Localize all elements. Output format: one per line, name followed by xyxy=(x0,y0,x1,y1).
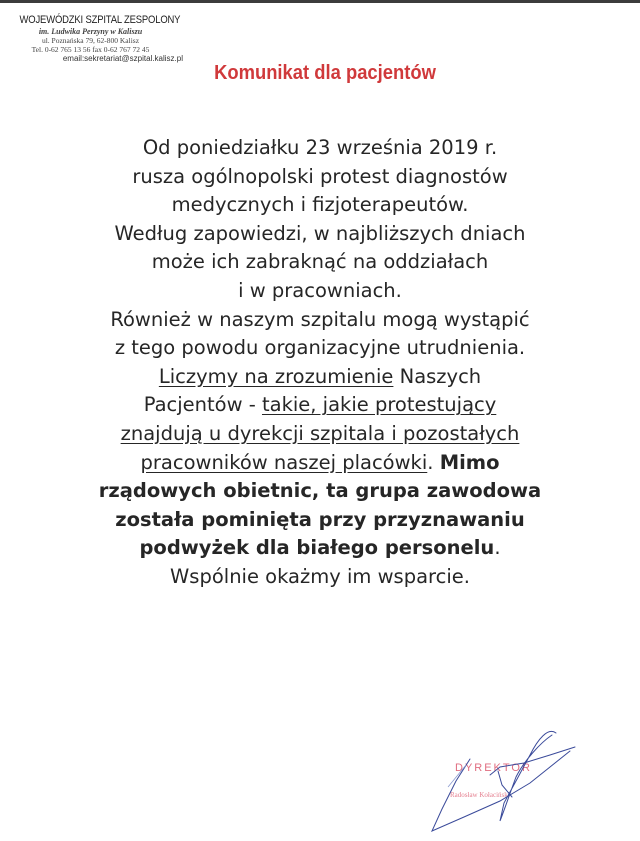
institution-address: ul. Poznańska 79, 62-800 Kalisz xyxy=(41,36,140,45)
body-line xyxy=(20,420,620,449)
body-line xyxy=(20,363,620,392)
institution-email: email:sekretariat@szpital.kalisz.pl xyxy=(62,54,183,63)
body-line xyxy=(20,391,620,420)
body-line xyxy=(20,449,620,478)
body-line xyxy=(20,534,620,563)
top-border xyxy=(0,0,640,3)
body-line: i w pracowniach. xyxy=(238,278,402,302)
body-text-fragment: . xyxy=(427,450,440,474)
director-signature xyxy=(420,725,580,841)
institution-phone-fax: Tel. 0-62 765 13 56 fax 0-62 767 72 45 xyxy=(31,45,150,54)
body-line: rusza ogólnopolski protest diagnostów xyxy=(132,164,508,188)
page-title: Komunikat dla pacjentów xyxy=(214,62,436,84)
bold-line: rządowych obietnic, ta grupa zawodowa xyxy=(98,479,542,503)
body-line: Również w naszym szpitalu mogą wystąpić xyxy=(110,307,530,331)
underlined-text: takie, jakie protestujący xyxy=(261,393,497,417)
underlined-text: znajdują u dyrekcji szpitala i pozostałych xyxy=(120,421,520,445)
institution-patron: im. Ludwika Perzyny w Kaliszu xyxy=(38,27,143,36)
bold-line: została pominięta przy przyznawaniu xyxy=(115,507,525,531)
institution-name: WOJEWÓDZKI SZPITAL ZESPOLONY xyxy=(19,14,181,26)
body-line: może ich zabraknąć na oddziałach xyxy=(151,250,489,274)
body-line: z tego powodu organizacyjne utrudnienia. xyxy=(114,336,526,360)
body-line: Wspólnie okażmy im wsparcie. xyxy=(170,564,470,588)
letterhead xyxy=(8,14,183,64)
body-line: Od poniedziałku 23 września 2019 r. xyxy=(142,136,498,159)
body-line: Według zapowiedzi, w najbliższych dniach xyxy=(114,221,526,245)
bold-text: Mimo xyxy=(439,450,500,474)
announcement-body xyxy=(20,134,620,592)
body-line: medycznych i fizjoterapeutów. xyxy=(171,193,469,217)
bold-text: podwyżek dla białego personelu xyxy=(139,536,495,560)
underlined-text: Liczymy na zrozumienie xyxy=(158,364,394,388)
underlined-text: pracowników naszej placówki xyxy=(140,450,428,474)
director-stamp-title: DYREKTOR xyxy=(455,762,532,774)
body-text-fragment: Naszych xyxy=(393,364,482,388)
body-text-fragment: Pacjentów - xyxy=(143,393,262,417)
body-text-fragment: . xyxy=(494,536,501,560)
signature-stroke xyxy=(448,765,466,787)
signature-stroke xyxy=(500,731,556,821)
director-stamp-name: Radosław Kołaciński xyxy=(450,791,510,799)
